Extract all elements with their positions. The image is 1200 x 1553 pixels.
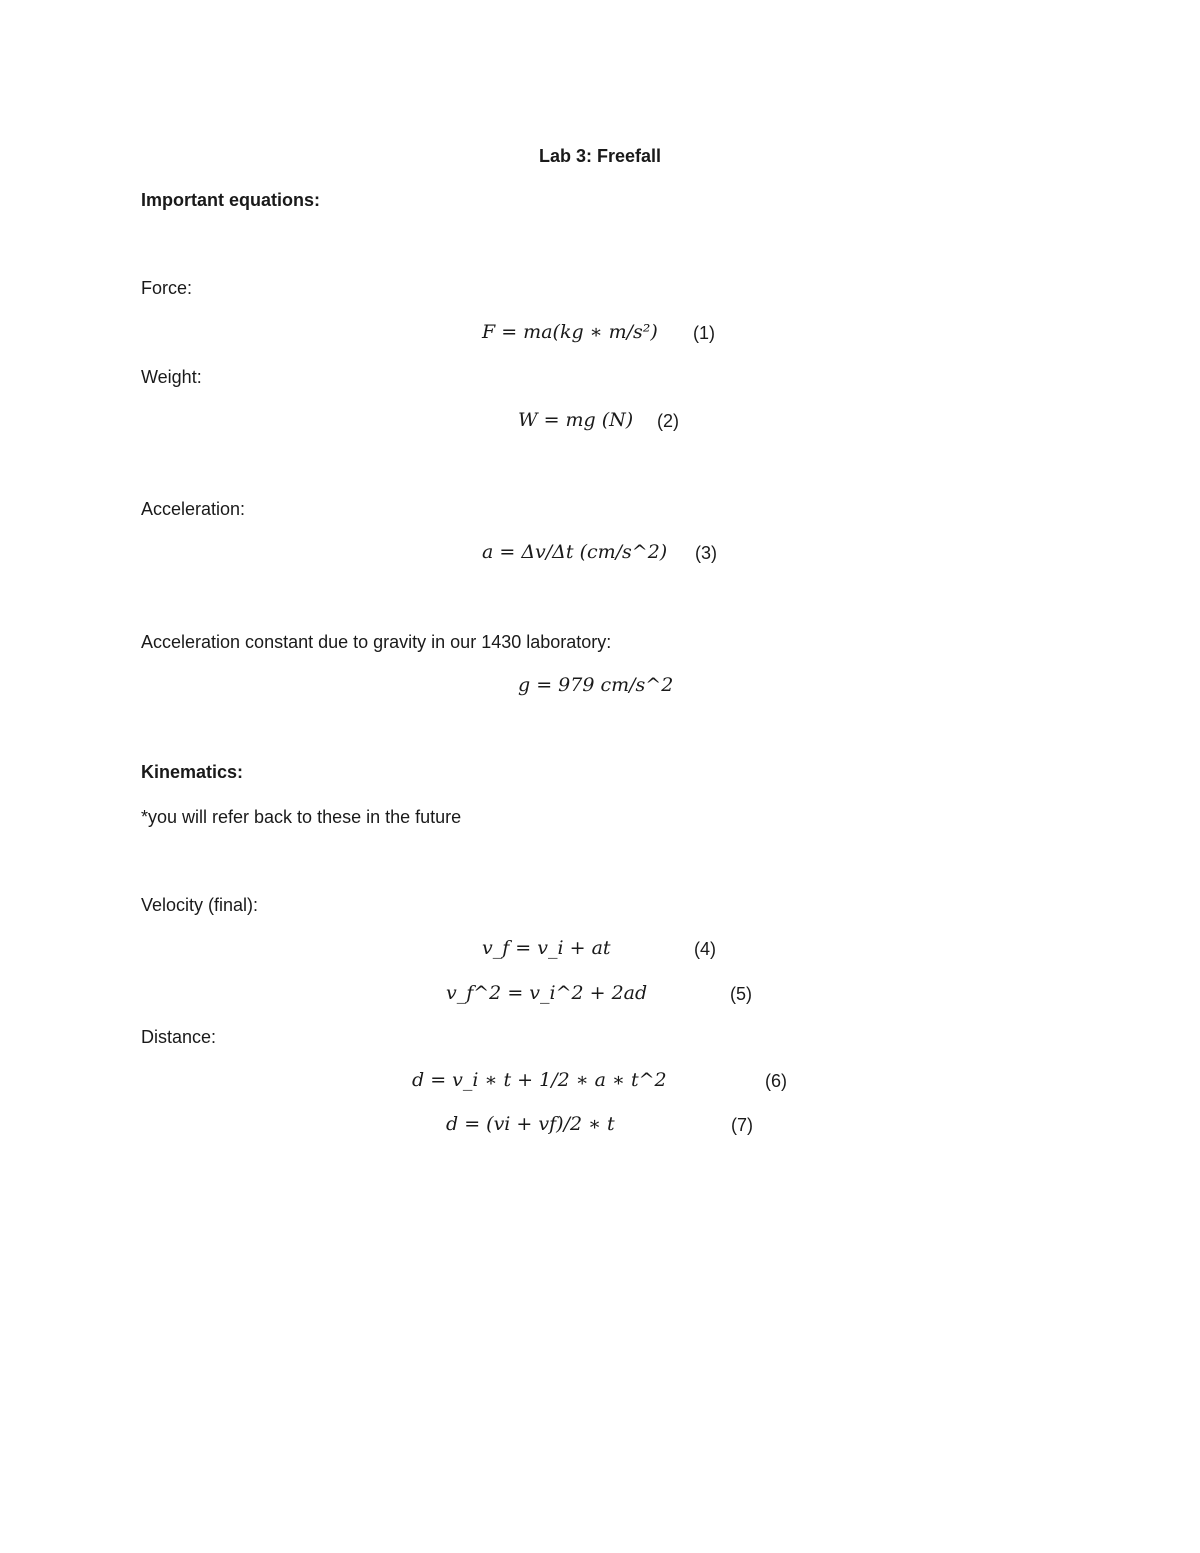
force-equation-number: (1) xyxy=(693,323,715,343)
velocity-equation-1: v_f = v_i + at xyxy=(482,937,611,959)
acceleration-equation: a = Δv/Δt (cm/s^2) xyxy=(482,541,668,563)
distance-equation-1: d = v_i ∗ t + 1/2 ∗ a ∗ t^2 xyxy=(412,1069,667,1091)
distance-equation-1-number: (6) xyxy=(765,1071,787,1091)
important-equations-heading: Important equations: xyxy=(141,190,320,210)
velocity-equation-2: v_f^2 = v_i^2 + 2ad xyxy=(446,982,648,1004)
weight-equation: W = mg (N) xyxy=(518,409,634,431)
velocity-label: Velocity (final): xyxy=(141,895,259,915)
gravity-equation: g = 979 cm/s^2 xyxy=(518,674,674,696)
acceleration-equation-number: (3) xyxy=(695,543,717,563)
velocity-equation-1-number: (4) xyxy=(694,939,716,959)
force-equation: F = ma(kg ∗ m/s²) xyxy=(482,321,658,343)
distance-equation-2: d = (vi + vf)/2 ∗ t xyxy=(446,1113,615,1135)
kinematics-note: *you will refer back to these in the future xyxy=(141,807,462,827)
force-label: Force: xyxy=(141,278,193,298)
velocity-equation-2-number: (5) xyxy=(730,984,752,1004)
acceleration-label: Acceleration: xyxy=(141,499,246,519)
distance-equation-2-number: (7) xyxy=(731,1115,753,1135)
distance-label: Distance: xyxy=(141,1027,217,1047)
weight-equation-number: (2) xyxy=(657,411,679,431)
document-title: Lab 3: Freefall xyxy=(538,146,662,166)
weight-label: Weight: xyxy=(141,367,202,387)
kinematics-heading: Kinematics: xyxy=(141,762,244,782)
gravity-label: Acceleration constant due to gravity in our 1430 laboratory: xyxy=(141,632,612,652)
